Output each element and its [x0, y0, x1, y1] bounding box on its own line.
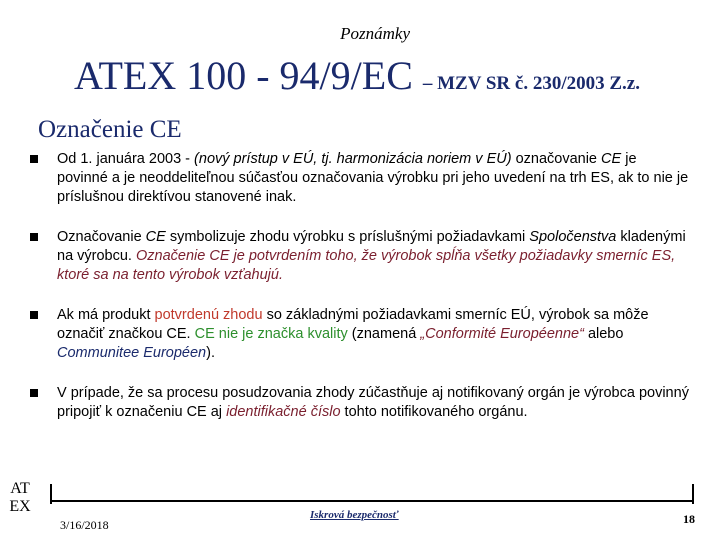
slide-title: [74, 52, 640, 99]
bullet-text-navy: Communitee Européen: [57, 345, 207, 361]
bullet-text-highlight: Označenie CE je potvrdením toho, že výrobok spĺňa všetky požiadavky smerníc ES, ktoré sa na tento výrobok vzťahujú.: [57, 248, 676, 283]
bullet-marker-icon: [30, 311, 38, 319]
bullet-marker-icon: [30, 233, 38, 241]
bullet-text-highlight: „Conformité Européenne“: [420, 326, 584, 342]
bullet-text: so základnými požiadavkami smerníc EÚ, výrobok sa môže označiť značkou CE.: [57, 307, 649, 342]
bullet-text-italic: CE: [601, 151, 622, 167]
bullet-text: je povinné a je neoddeliteľnou súčasťou označovania výrobku pri jeho uvedení na trh ES, ak to nie je príslušnou direktívou stanovené inak.: [57, 151, 689, 205]
bullet-item: [30, 306, 690, 363]
logo-line: AT: [10, 480, 30, 497]
bullet-text-red: potvrdenú zhodu: [154, 307, 263, 323]
title-subtitle: – MZV SR č. 230/2003 Z.z.: [422, 73, 640, 94]
bullet-text-italic: Spoločenstva: [529, 229, 617, 245]
footer-title-link[interactable]: Iskrová bezpečnosť: [310, 509, 399, 521]
section-title: Označenie CE: [38, 116, 182, 143]
footer-divider: [50, 500, 694, 502]
atex-logo: [6, 480, 34, 516]
page-number: 18: [683, 512, 695, 526]
footer-divider: [692, 484, 694, 504]
bullet-marker-icon: [30, 389, 38, 397]
bullet-marker-icon: [30, 155, 38, 163]
bullet-text: Označovanie: [57, 229, 146, 245]
header-note: Poznámky: [340, 24, 410, 43]
bullet-text: (znamená: [347, 326, 421, 342]
bullet-text: Od 1. januára 2003 -: [57, 151, 195, 167]
bullet-item: [30, 228, 690, 285]
bullet-text: V prípade, že sa procesu posudzovania zhody zúčastňuje aj notifikovaný orgán je výrobca povinný pripojiť k označeniu CE aj: [57, 385, 689, 420]
bullet-item: [30, 384, 690, 422]
bullet-text: tohto notifikovaného orgánu.: [340, 404, 528, 420]
bullet-text: symbolizuje zhodu výrobku s príslušnými požiadavkami: [165, 229, 530, 245]
bullet-text: alebo: [583, 326, 624, 342]
footer-date: 3/16/2018: [60, 518, 109, 532]
bullet-text-highlight: identifikačné číslo: [226, 404, 341, 420]
bullet-text-italic: (nový prístup v EÚ, tj. harmonizácia noriem v EÚ): [194, 151, 512, 167]
bullet-item: [30, 150, 690, 207]
bullet-text-italic: CE: [145, 229, 166, 245]
bullet-text: ).: [206, 345, 215, 361]
title-main: ATEX 100 - 94/9/EC: [74, 53, 413, 98]
bullet-text-green: CE nie je značka kvality: [194, 326, 348, 342]
bullet-text: Ak má produkt: [57, 307, 155, 323]
bullet-list: [30, 150, 690, 443]
logo-line: EX: [9, 498, 31, 515]
bullet-text: označovanie: [511, 151, 602, 167]
bullet-text: kladenými na výrobcu.: [57, 229, 686, 264]
